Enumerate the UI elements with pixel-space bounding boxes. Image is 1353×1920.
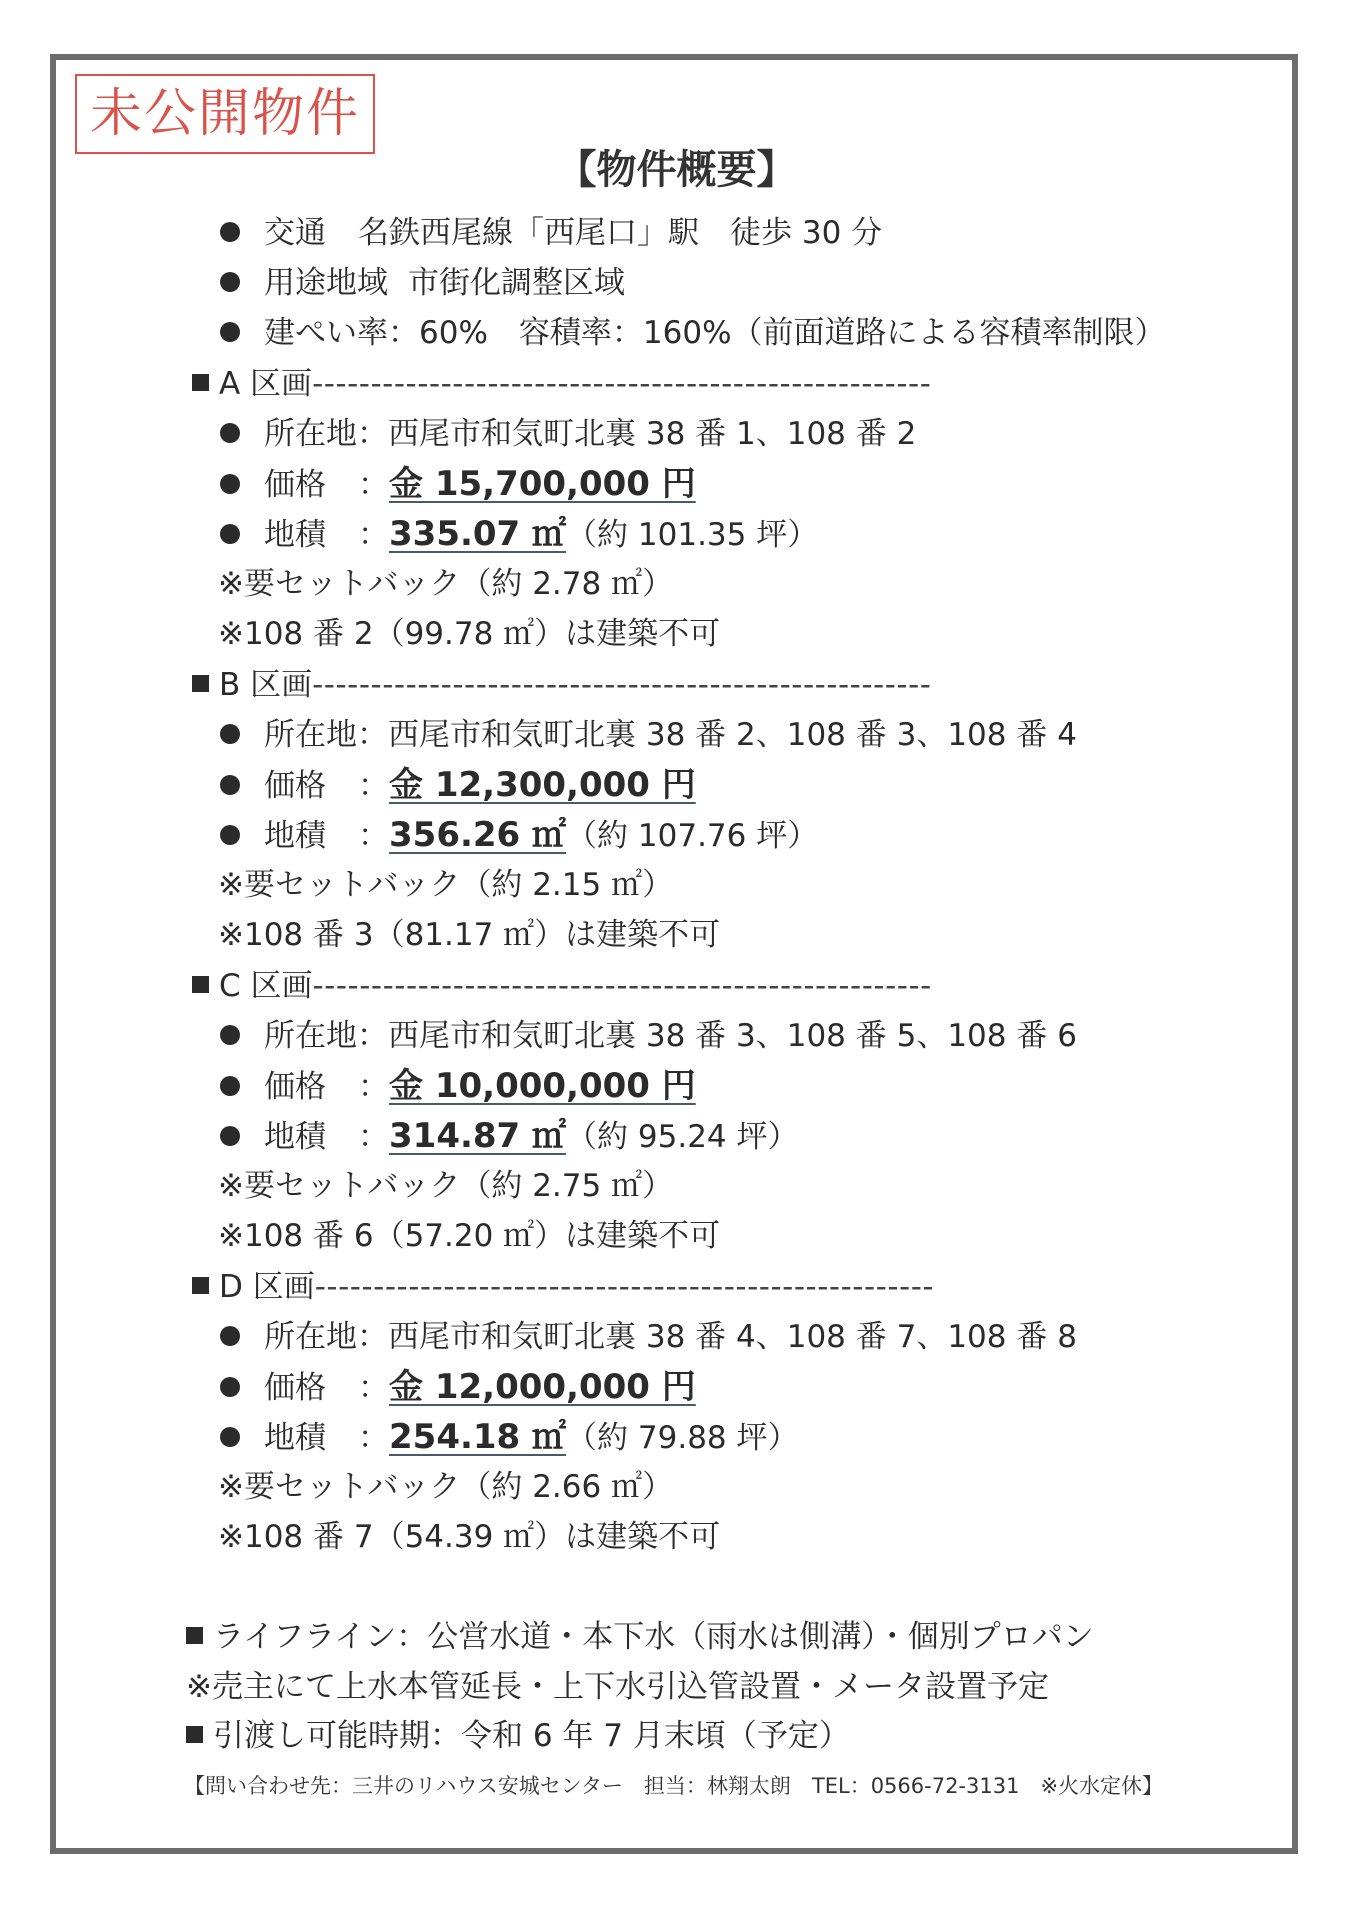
bullet-icon xyxy=(220,825,240,845)
area-tsubo: （約 95.24 坪） xyxy=(566,1119,799,1155)
row-label: 地積 xyxy=(264,517,326,553)
bullet-icon xyxy=(220,1326,240,1346)
bullet-icon xyxy=(220,1377,240,1397)
area-value: 254.18 ㎡ xyxy=(389,1417,567,1457)
unbuildable-note: ※108 番 6（57.20 ㎡）は建築不可 xyxy=(218,1218,721,1254)
row-label: 地積 xyxy=(264,818,326,854)
colon: ： xyxy=(358,1370,389,1406)
address-row xyxy=(220,414,916,454)
row-label: 価格 xyxy=(264,467,326,503)
lifeline-text: ライフライン：公営水道・本下水（雨水は側溝）・個別プロパン xyxy=(213,1619,1094,1655)
setback-note: ※要セットバック（約 2.75 ㎡） xyxy=(218,1168,674,1204)
row-value: ：西尾市和気町北裏 38 番 1、108 番 2 xyxy=(357,416,917,452)
row-label: 用途地域 xyxy=(264,265,388,301)
dash-separator: ----------------------------------------------------- xyxy=(312,968,932,1004)
area-value: 356.26 ㎡ xyxy=(389,815,567,855)
unbuildable-note: ※108 番 2（99.78 ㎡）は建築不可 xyxy=(218,616,721,652)
price-value: 金 12,000,000 円 xyxy=(389,1367,696,1407)
setback-note: ※要セットバック（約 2.66 ㎡） xyxy=(218,1469,674,1505)
section-name: A 区画 xyxy=(219,366,313,402)
address-row xyxy=(220,715,1077,755)
square-bullet-icon xyxy=(192,1277,209,1294)
unpublished-badge: 未公開物件 xyxy=(75,74,375,154)
area-row xyxy=(220,1116,799,1156)
row-value: ：西尾市和気町北裏 38 番 3、108 番 5、108 番 6 xyxy=(357,1018,1077,1054)
row-label: 価格 xyxy=(264,1069,326,1105)
row-value: ：60% 容積率：160%（前面道路による容積率制限） xyxy=(388,315,1166,351)
square-bullet-icon xyxy=(192,675,209,692)
price-row xyxy=(220,1367,696,1407)
bullet-icon xyxy=(220,222,240,242)
colon: ： xyxy=(358,1119,389,1155)
area-row xyxy=(220,815,818,855)
section-name: B 区画 xyxy=(219,667,313,703)
area-tsubo: （約 107.76 坪） xyxy=(566,818,819,854)
area-row xyxy=(220,1417,799,1457)
section-header-c xyxy=(192,966,932,1006)
zoning-row xyxy=(220,263,625,303)
setback-note: ※要セットバック（約 2.15 ㎡） xyxy=(218,867,674,903)
area-row xyxy=(220,514,818,554)
colon: ： xyxy=(358,1420,389,1456)
section-header-d xyxy=(192,1267,934,1307)
bullet-icon xyxy=(220,724,240,744)
price-value: 金 12,300,000 円 xyxy=(389,765,696,805)
setback-note: ※要セットバック（約 2.78 ㎡） xyxy=(218,566,674,602)
row-label: 価格 xyxy=(264,768,326,804)
price-row xyxy=(220,464,696,504)
row-label: 交通 xyxy=(264,215,326,251)
unbuildable-note: ※108 番 7（54.39 ㎡）は建築不可 xyxy=(218,1519,721,1555)
bullet-icon xyxy=(220,524,240,544)
row-label: 価格 xyxy=(264,1370,326,1406)
bullet-icon xyxy=(220,1427,240,1447)
address-row xyxy=(220,1317,1077,1357)
colon: ： xyxy=(358,768,389,804)
contact-info: 【問い合わせ先：三井のリハウス安城センター 担当：林翔太朗 TEL：0566-72-3131 ※火水定休】 xyxy=(184,1774,1164,1798)
dash-separator: ----------------------------------------------------- xyxy=(314,1269,935,1305)
square-bullet-icon xyxy=(192,976,209,993)
row-value: 名鉄西尾線「西尾口」駅 徒歩 30 分 xyxy=(358,215,883,251)
colon: ： xyxy=(358,517,389,553)
bullet-icon xyxy=(220,1076,240,1096)
section-header-b xyxy=(192,665,932,705)
transport-row xyxy=(220,213,882,253)
row-label: 建ぺい率 xyxy=(264,315,388,351)
row-label: 所在地 xyxy=(264,1319,357,1355)
section-header-a xyxy=(192,364,931,404)
colon: ： xyxy=(358,1069,389,1105)
price-value: 金 10,000,000 円 xyxy=(389,1066,696,1106)
area-value: 314.87 ㎡ xyxy=(389,1116,567,1156)
bullet-icon xyxy=(220,272,240,292)
area-tsubo: （約 79.88 坪） xyxy=(566,1420,799,1456)
bullet-icon xyxy=(220,474,240,494)
bullet-icon xyxy=(220,1025,240,1045)
lifeline-row xyxy=(186,1617,1094,1657)
row-label: 所在地 xyxy=(264,416,357,452)
handover-row xyxy=(186,1716,850,1756)
price-value: 金 15,700,000 円 xyxy=(389,464,696,504)
bullet-icon xyxy=(220,1126,240,1146)
area-tsubo: （約 101.35 坪） xyxy=(566,517,819,553)
price-row xyxy=(220,1066,696,1106)
square-bullet-icon xyxy=(186,1627,203,1644)
colon: ： xyxy=(358,818,389,854)
area-value: 335.07 ㎡ xyxy=(389,514,567,554)
handover-text: 引渡し可能時期：令和 6 年 7 月末頃（予定） xyxy=(213,1718,850,1754)
bullet-icon xyxy=(220,423,240,443)
row-value: ：西尾市和気町北裏 38 番 4、108 番 7、108 番 8 xyxy=(357,1319,1077,1355)
page-title: 【物件概要】 xyxy=(556,147,797,193)
dash-separator: ----------------------------------------------------- xyxy=(312,667,932,703)
unbuildable-note: ※108 番 3（81.17 ㎡）は建築不可 xyxy=(218,917,721,953)
square-bullet-icon xyxy=(192,374,209,391)
section-name: D 区画 xyxy=(219,1269,315,1305)
square-bullet-icon xyxy=(186,1726,203,1743)
address-row xyxy=(220,1016,1077,1056)
row-label: 地積 xyxy=(264,1119,326,1155)
row-value: 市街化調整区域 xyxy=(408,265,625,301)
seller-note: ※売主にて上水本管延長・上下水引込管設置・メータ設置予定 xyxy=(186,1669,1049,1705)
row-label: 地積 xyxy=(264,1420,326,1456)
dash-separator: ----------------------------------------------------- xyxy=(312,366,932,402)
row-label: 所在地 xyxy=(264,717,357,753)
section-name: C 区画 xyxy=(219,968,313,1004)
price-row xyxy=(220,765,696,805)
colon: ： xyxy=(358,467,389,503)
row-value: ：西尾市和気町北裏 38 番 2、108 番 3、108 番 4 xyxy=(357,717,1077,753)
bullet-icon xyxy=(220,775,240,795)
bullet-icon xyxy=(220,322,240,342)
coverage-row xyxy=(220,313,1166,353)
row-label: 所在地 xyxy=(264,1018,357,1054)
